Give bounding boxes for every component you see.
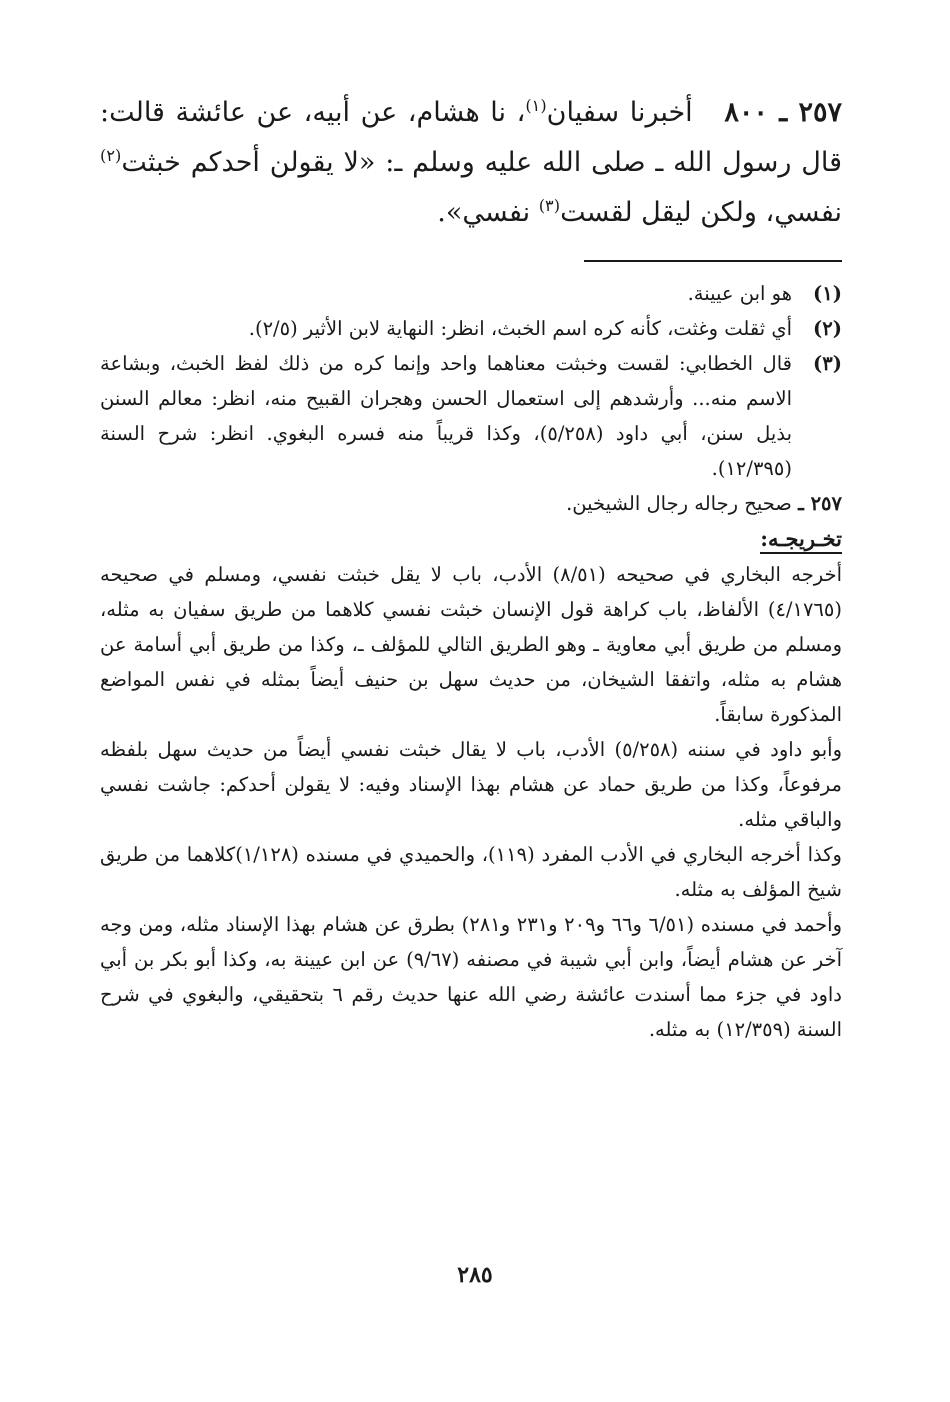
grading-number: ٢٥٧ ـ (798, 492, 842, 515)
takhrij-paragraph-4: وأحمد في مسنده (٦/٥١ و٦٦ و٢٠٩ و٢٣١ و٢٨١) بطرق عن هشام بهذا الإسناد مثله، ومن وجه آخر عن هشام أيضاً، وابن أبي شيبة في مصنفه (٩/٦٧) عن ابن عيينة به، وكذا أبو بكر بن أبي داود في جزء مما أسندت عائشة رضي الله عنها حديث رقم ٦ بتحقيقي، والبغوي في شرح السنة (١٢/٣٥٩) به مثله. (100, 913, 843, 1041)
footnote-number: (٣) (813, 352, 842, 375)
footnote-number: (٢) (813, 317, 842, 340)
footnote-ref-3: (٣) (538, 196, 561, 215)
hadith-isnad-1: أخبرنا سفيان (546, 97, 693, 128)
takhrij-paragraph-3: وكذا أخرجه البخاري في الأدب المفرد (١١٩)، والحميدي في مسنده (١/١٢٨)كلاهما من طريق شيخ المؤلف به مثله. (100, 843, 842, 901)
footnote-text: هو ابن عيينة. (687, 282, 792, 305)
takhrij-paragraph-2: وأبو داود في سننه (٥/٢٥٨) الأدب، باب لا يقال خبثت نفسي أيضاً من حديث سهل بلفظه مرفوعاً، وكذا من طريق حماد عن هشام بهذا الإسناد وفيه: لا يقولن أحدكم: جاشت نفسي والباقي مثله. (100, 738, 843, 831)
footnote-ref-2: (٢) (100, 146, 122, 165)
grading-text: صحيح رجاله رجال الشيخين. (566, 492, 799, 515)
hadith-grading (100, 486, 842, 521)
hadith-matn-1: نفسي، ولكن ليقل لقست (560, 197, 842, 228)
takhrij-heading (100, 521, 842, 557)
page-number: ٢٨٥ (457, 1262, 493, 1288)
hadith-matn-2: نفسي». (437, 197, 539, 228)
footnote-separator (584, 260, 842, 262)
hadith-isnad-2: ، نا هشام، عن أبيه، عن عائشة قالت: قال رسول الله ـ صلى الله عليه وسلم ـ: «لا يقولن أحدكم خبثت (100, 97, 842, 178)
hadith-number: ٢٥٧ ـ ٨٠٠ (724, 97, 842, 128)
footnote-number: (١) (813, 282, 842, 305)
takhrij-heading-text: تخـريجـه: (760, 526, 842, 554)
footnote-text: أي ثقلت وغثت، كأنه كره اسم الخبث، انظر: النهاية لابن الأثير (٢/٥). (248, 317, 792, 340)
footnote-ref-1: (١) (525, 96, 547, 115)
footnote-2 (100, 311, 842, 346)
footnote-3 (100, 346, 842, 486)
footnote-text: قال الخطابي: لقست وخبثت معناهما واحد وإنما كره من ذلك لفظ الخبث، وبشاعة الاسم منه... وأرشدهم إلى استعمال الحسن وهجران القبيح منه، انظر: معالم السنن بذيل سنن، أبي داود (٥/٢٥٨)، وكذا قريباً منه فسره البغوي. انظر: شرح السنة (١٢/٣٩٥). (100, 352, 793, 480)
takhrij-paragraph-1: أخرجه البخاري في صحيحه (٨/٥١) الأدب، باب لا يقل خبثت نفسي، ومسلم في صحيحه (٤/١٧٦٥) الألفاظ، باب كراهة قول الإنسان خبثت نفسي كلاهما من طريق سفيان به مثله، ومسلم من طريق أبي معاوية ـ وهو الطريق التالي للمؤلف ـ، وكذا من طريق أبي أسامة عن هشام به مثله، واتفقا الشيخان، من حديث سهل بن حنيف أيضاً بمثله في نفس المواضع المذكورة سابقاً. (100, 563, 842, 726)
footnotes (100, 276, 842, 486)
footnote-1 (100, 276, 842, 311)
book-page (100, 88, 842, 1047)
hadith-text (100, 88, 842, 238)
